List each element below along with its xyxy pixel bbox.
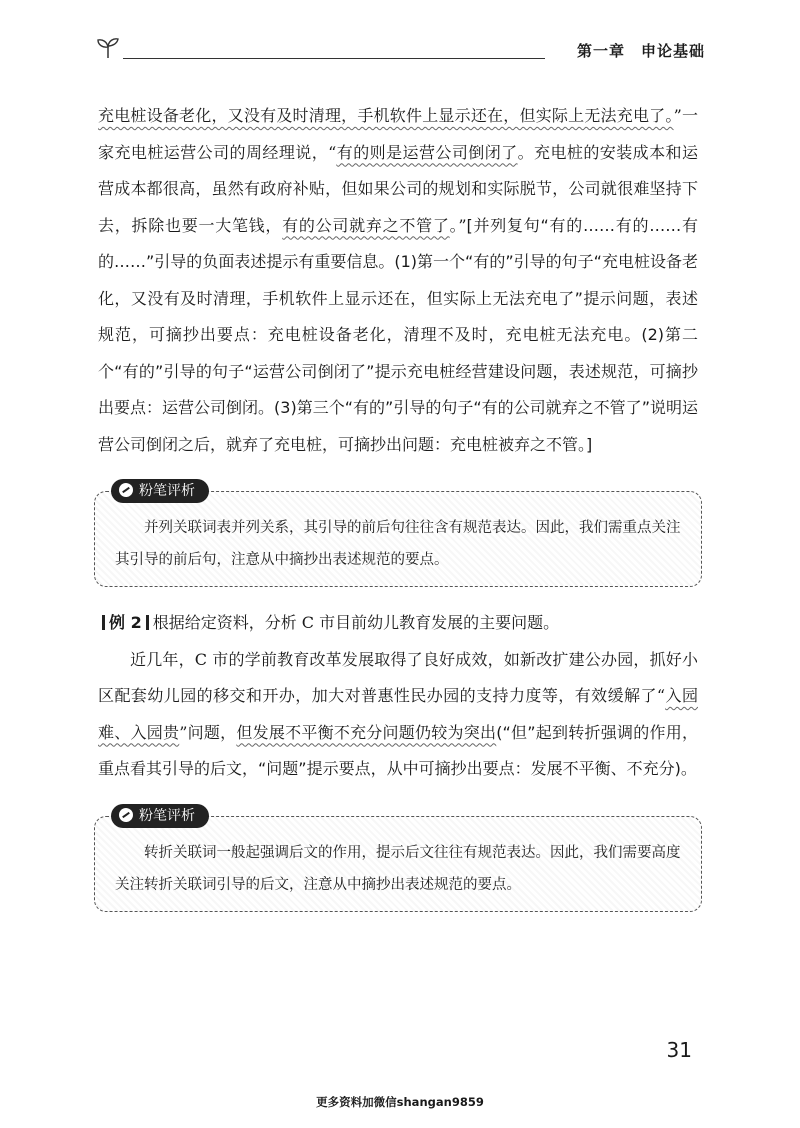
pen-icon bbox=[119, 483, 133, 497]
underlined-phrase: 有的公司就弃之不管了 bbox=[282, 215, 450, 235]
analysis-box bbox=[94, 807, 702, 912]
text-run: 。充电桩的安装成本和运营成本都很高，虽然有政府补贴，但如果公司的规划和实际脱节，公司就很难坚持下去，拆除也要一大笔钱， bbox=[98, 142, 698, 235]
chapter-number: 第一章 bbox=[576, 42, 625, 60]
analysis-text: 转折关联词一般起强调后文的作用，提示后文往往有规范表达。因此，我们需要高度关注转折关联词引导的后文，注意从中摘抄出表述规范的要点。 bbox=[115, 844, 681, 893]
header-rule bbox=[123, 58, 545, 59]
example-number: 例 2 bbox=[109, 613, 142, 632]
paragraph-preschool bbox=[98, 642, 698, 788]
chapter-heading bbox=[561, 40, 705, 61]
pen-icon bbox=[119, 808, 133, 822]
text-run: 。” bbox=[449, 215, 467, 235]
text-run: ”一家充电桩运营公司的周经理说，“ bbox=[98, 106, 698, 162]
annotation: (“但”起到转折强调的作用，重点看其引导的后文，“问题”提示要点，从中可摘抄出要点：发展不平衡、不充分)。 bbox=[98, 722, 698, 778]
underlined-phrase: 入园难、入园贵 bbox=[98, 686, 698, 742]
example-question bbox=[98, 605, 698, 642]
analysis-tag-label: 粉笔评析 bbox=[139, 483, 195, 499]
analysis-box bbox=[94, 483, 702, 587]
underlined-phrase: 有的则是运营公司倒闭了 bbox=[336, 142, 518, 162]
analysis-text: 并列关联词表并列关系，其引导的前后句往往含有规范表达。因此，我们需重点关注其引导的前后句，注意从中摘抄出表述规范的要点。 bbox=[115, 520, 681, 568]
text-run: 近几年，C 市的学前教育改革发展取得了良好成效，如新改扩建公办园，抓好小区配套幼儿园的移交和开办，加大对普惠性民办园的支持力度等，有效缓解了“ bbox=[98, 649, 698, 705]
question-text: 根据给定资料，分析 C 市目前幼儿教育发展的主要问题。 bbox=[152, 613, 560, 632]
analysis-tag bbox=[111, 479, 209, 503]
chapter-title: 申论基础 bbox=[640, 42, 705, 60]
analysis-tag-label: 粉笔评析 bbox=[139, 807, 195, 824]
page-body bbox=[98, 98, 698, 912]
page-header bbox=[95, 36, 705, 64]
text-run: ”问题， bbox=[179, 722, 237, 742]
footer-watermark: 更多资料加微信shangan9859 bbox=[316, 1095, 484, 1109]
sprout-icon bbox=[95, 36, 121, 60]
example-label bbox=[98, 613, 153, 632]
annotation: [并列复句“有的……有的……有的……”引导的负面表述提示有重要信息。(1)第一个“有的”引导的句子“充电桩设备老化，又没有及时清理，手机软件上显示还在，但实际上无法充电了”提示问题，表述规范，可摘抄出要点：充电桩设备老化，清理不及时，充电桩无法充电。(2)第二个“有的”引导的句子“运营公司倒闭了”提示充电桩经营建设问题，表述规范，可摘抄出要点：运营公司倒闭。(3)第三个“有的”引导的句子“有的公司就弃之不管了”说明运营公司倒闭之后，就弃了充电桩，可摘抄出问题：充电桩被弃之不管。] bbox=[98, 215, 698, 454]
page-number: 31 bbox=[666, 1038, 692, 1062]
analysis-tag bbox=[111, 804, 209, 828]
underlined-phrase: 充电桩设备老化，又没有及时清理，手机软件上显示还在，但实际上无法充电了。 bbox=[98, 106, 674, 125]
underlined-phrase: 但发展不平衡不充分问题仍较为突出 bbox=[236, 722, 497, 742]
paragraph-charging-pile bbox=[98, 98, 698, 463]
